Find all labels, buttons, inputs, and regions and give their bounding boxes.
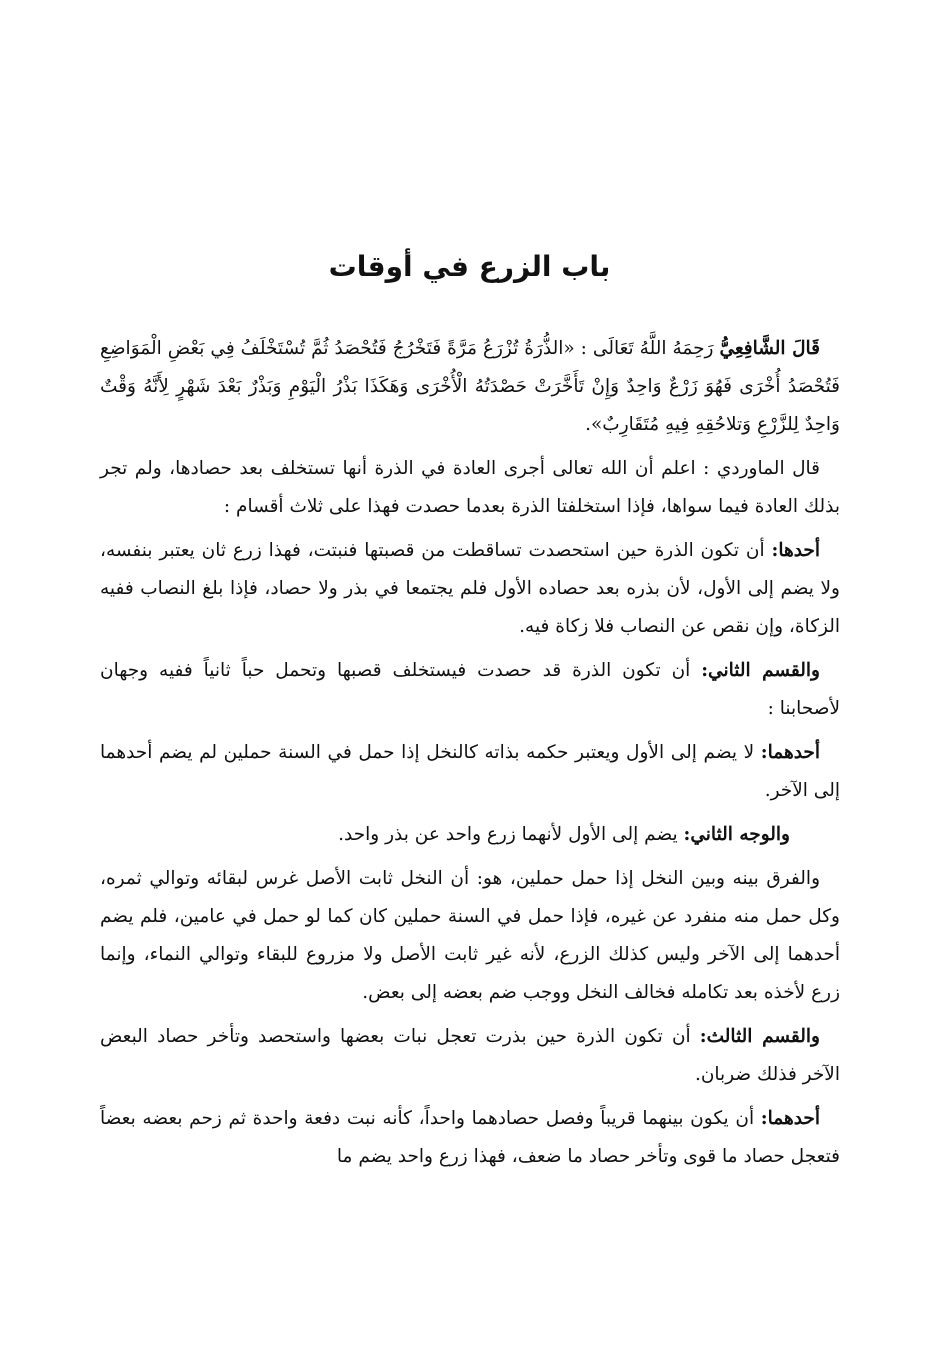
paragraph-text: والفرق بينه وبين النخل إذا حمل حملين، هو: أن النخل ثابت الأصل غرس لبقائه وتوالي ثمره، وكل حمل منه منفرد عن غيره، فإذا حمل في السنة حملين كان كما لو حمل في عامين، فلم يضم أحدهما إلى الآخر وليس كذلك الزرع، لأنه غير ثابت الأصل ولا مزروع للبقاء وتوالي النماء، وإنما زرع لأخذه بعد تكامله فخالف النخل ووجب ضم بعضه إلى بعض. bbox=[100, 868, 840, 1003]
paragraph-text: يضم إلى الأول لأنهما زرع واحد عن بذر واحد. bbox=[338, 824, 684, 845]
paragraph-lead: أحدها: bbox=[771, 540, 820, 561]
paragraph bbox=[100, 330, 840, 444]
body-text bbox=[100, 330, 840, 1182]
paragraph-lead: أحدهما: bbox=[760, 1108, 820, 1129]
paragraph-lead: والوجه الثاني: bbox=[683, 824, 790, 845]
paragraph-text: رَحِمَهُ اللَّهُ تَعَالَى : «الذُّرَةُ تُزْرَعُ مَرَّةً فَتَخْرُجُ فَتُحْصَدُ ثُمَّ تُسْتَخْلَفُ فِي بَعْضِ الْمَوَاضِعِ فَتُحْصَدُ أُخْرَى فَهُوَ زَرْعٌ وَاحِدٌ وَإِنْ تَأَخَّرَتْ حَصْدَتُهُ الْأُخْرَى وَهَكَذَا بَذْرُ الْيَوْمِ وَبَذْرٌ بَعْدَ شَهْرٍ لِأَنَّهُ وَقْتٌ وَاحِدٌ لِلزَّرْعِ وَتلاحُقِهِ فِيهِ مُتَقَارِبٌ». bbox=[100, 338, 840, 435]
paragraph-text: أن يكون بينهما قريباً وفصل حصادهما واحداً، كأنه نبت دفعة واحدة ثم زحم بعضه بعضاً فتعجل حصاد ما قوى وتأخر حصاد ما ضعف، فهذا زرع واحد يضم ما bbox=[100, 1108, 840, 1167]
paragraph bbox=[100, 734, 840, 810]
paragraph-text: أن تكون الذرة حين استحصدت تساقطت من قصبتها فنبتت، فهذا زرع ثان يعتبر بنفسه، ولا يضم إلى الأول، لأن بذره بعد حصاده الأول فلم يجتمعا في بذر ولا حصاد، فإذا بلغ النصاب ففيه الزكاة، وإن نقص عن النصاب فلا زكاة فيه. bbox=[100, 540, 840, 637]
paragraph-lead: والقسم الثاني: bbox=[701, 660, 820, 681]
paragraph bbox=[100, 532, 840, 646]
paragraph bbox=[100, 860, 840, 1012]
paragraph bbox=[100, 652, 840, 728]
paragraph-lead: قَالَ الشَّافِعِيُّ bbox=[719, 338, 821, 359]
paragraph bbox=[100, 450, 840, 526]
paragraph-text: أن تكون الذرة حين بذرت تعجل نبات بعضها واستحصد وتأخر حصاد البعض الآخر فذلك ضربان. bbox=[100, 1026, 840, 1085]
paragraph bbox=[100, 816, 840, 854]
paragraph bbox=[100, 1018, 840, 1094]
paragraph-text: قال الماوردي : اعلم أن الله تعالى أجرى العادة في الذرة أنها تستخلف بعد حصادها، ولم تجر بذلك العادة فيما سواها، فإذا استخلفتا الذرة بعدما حصدت فهذا على ثلاث أقسام : bbox=[100, 458, 840, 517]
chapter-title: باب الزرع في أوقات bbox=[328, 250, 611, 283]
paragraph-text: أن تكون الذرة قد حصدت فيستخلف قصبها وتحمل حباً ثانياً ففيه وجهان لأصحابنا : bbox=[100, 660, 840, 719]
paragraph-lead: والقسم الثالث: bbox=[699, 1026, 820, 1047]
paragraph-lead: أحدهما: bbox=[760, 742, 820, 763]
paragraph bbox=[100, 1100, 840, 1176]
paragraph-text: لا يضم إلى الأول ويعتبر حكمه بذاته كالنخل إذا حمل في السنة حملين لم يضم أحدهما إلى الآخر. bbox=[100, 742, 840, 801]
